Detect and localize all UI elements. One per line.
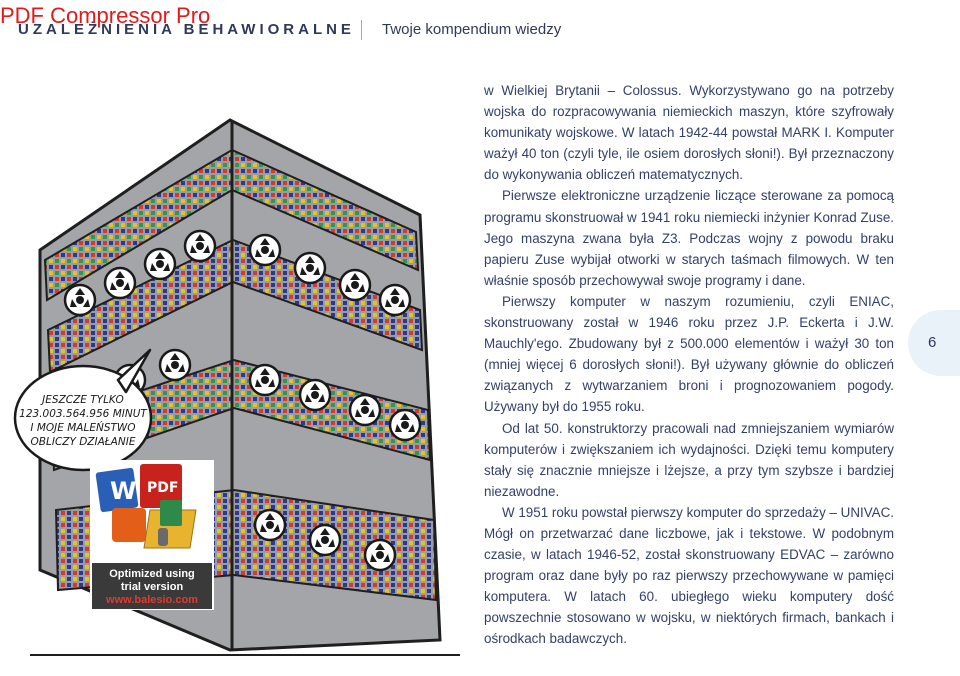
paragraph-4: Od lat 50. konstruktorzy pracowali nad zmniejszaniem wymiarów komputerów i zwiększaniem ich wydajności. Dzięki temu komputery stały się znacznie mniejsze i lżejsze, a przy tym szybsze i bardziej niezawodne. <box>484 420 894 499</box>
section-title: UZALEŻNIENIA BEHAWIORALNE <box>18 21 355 38</box>
speech-bubble <box>15 350 151 470</box>
header-divider <box>361 20 362 40</box>
page-header <box>0 0 960 60</box>
badge-line-1: Optimized using <box>109 568 195 580</box>
pdf-icon: PDF <box>147 480 179 496</box>
computer-illustration <box>0 60 472 676</box>
word-icon: W <box>110 477 137 505</box>
badge-line-2: trial version <box>120 581 184 593</box>
paragraph-3: Pierwszy komputer w naszym rozumieniu, czyli ENIAC, skonstruowany został w 1946 roku przez J.P. Eckerta i J.W. Mauchly'ego. Zbudowany był z 500.000 elementów i ważył 30 ton (mniej więcej 6 dorosłych słoni!). Był używany głównie do obliczeń związanych z wytwarzaniem broni i prognozowaniem pogody. Używany był do 1955 roku. <box>484 293 894 415</box>
badge-url[interactable]: www.balesio.com <box>106 594 198 606</box>
page-number: 6 <box>928 334 937 351</box>
speech-line-3: I MOJE MALEŃSTWO <box>30 422 136 434</box>
zipper-icon <box>158 528 168 546</box>
speech-line-2: 123.003.564.956 MINUT <box>19 408 147 420</box>
speech-line-1: JESZCZE TYLKO <box>42 394 124 406</box>
ppt-icon <box>112 508 146 542</box>
paragraph-5: W 1951 roku powstał pierwszy komputer do sprzedaży – UNIVAC. Mógł on przetwarzać dane liczbowe, jak i tekstowe. W podobnym czasie, w latach 1946-52, został skonstruowany EDVAC – zarówno program oraz dane były po raz pierwszy przechowywane w pamięci komputera. W latach 60. ubiegłego wieku komputery dość powszechnie stosowano w wojsku, w niektórych firmach, bankach i ośrodkach badawczych. <box>484 504 894 647</box>
header-subtitle: Twoje kompendium wiedzy <box>382 21 562 38</box>
watermark-title: PDF Compressor Pro <box>0 3 211 28</box>
excel-icon <box>160 500 182 526</box>
paragraph-1: w Wielkiej Brytanii – Colossus. Wykorzystywano go na potrzeby wojska do rozpracowywania niemieckich maszyn, które szyfrowały komunikaty wojskowe. W latach 1942-44 powstał MARK I. Komputer ważył 40 ton (czyli tyle, ile osiem dorosłych słoni!). Był przeznaczony do wykonywania obliczeń matematycznych. <box>484 83 894 183</box>
article-body <box>484 80 894 650</box>
paragraph-2: Pierwsze elektroniczne urządzenie liczące sterowane za pomocą programu skonstruował w 1941 roku niemiecki inżynier Konrad Zuse. Jego maszyna zwana była Z3. Podczas wojny z powodu braku papieru Zuse wybijał otworki w starych taśmach filmowych. W ten właśnie sposób przechowywał swoje programy i dane. <box>484 188 894 288</box>
trial-badge <box>90 460 214 610</box>
speech-line-4: OBLICZY DZIAŁANIE <box>30 436 136 448</box>
page-number-tab <box>908 310 960 376</box>
